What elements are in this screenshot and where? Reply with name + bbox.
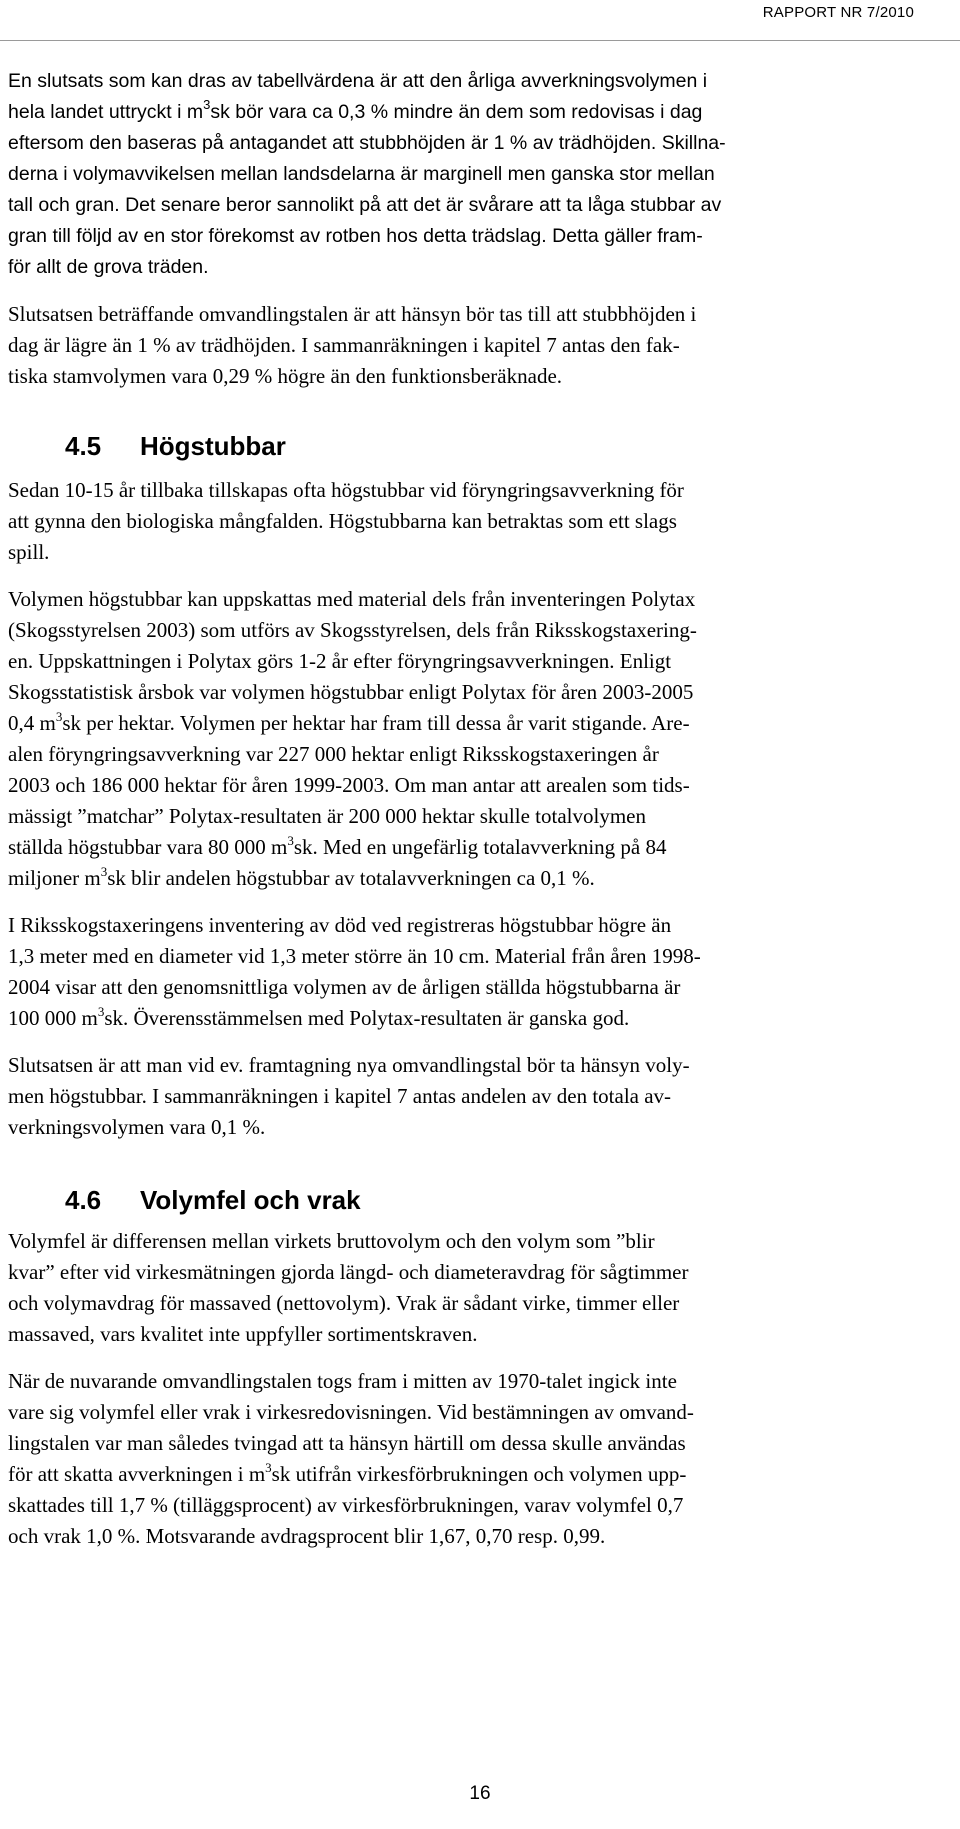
text-segment: 0,4 m (8, 711, 56, 735)
text-line: men högstubbar. I sammanräkningen i kapitel 7 antas andelen av den totala av- (8, 1084, 672, 1108)
section-number: 4.5 (65, 431, 102, 461)
text-segment: sk utifrån virkesförbrukningen och volymen upp- (271, 1462, 687, 1486)
text-line: spill. (8, 540, 50, 564)
text-line: När de nuvarande omvandlingstalen togs fram i mitten av 1970-talet ingick inte (8, 1369, 677, 1393)
section-number: 4.6 (65, 1185, 102, 1215)
text-segment: sk bör vara ca 0,3 % mindre än dem som redovisas i dag (210, 101, 703, 123)
text-line: En slutsats som kan dras av tabellvärdena är att den årliga avverkningsvolymen i (8, 70, 708, 92)
text-line: 2004 visar att den genomsnittliga volymen av de årligen ställda högstubbarna är (8, 975, 681, 999)
section-title: Volymfel och vrak (140, 1185, 361, 1215)
text-line: (Skogsstyrelsen 2003) som utförs av Skogsstyrelsen, dels från Riksskogstaxering- (8, 618, 697, 642)
text-line (8, 708, 943, 739)
superscript: 3 (203, 97, 211, 112)
text-line: att gynna den biologiska mångfalden. Högstubbarna kan betraktas som ett slags (8, 509, 677, 533)
superscript: 3 (287, 833, 294, 848)
superscript: 3 (55, 709, 63, 724)
paragraph-volymfel-history (8, 1366, 943, 1552)
text-line: mässigt ”matchar” Polytax-resultaten är 200 000 hektar skulle totalvolymen (8, 804, 646, 828)
paragraph-hogstubbar-volym (8, 584, 943, 894)
page-number: 16 (469, 1783, 491, 1804)
text-line (8, 97, 943, 128)
text-segment: 100 000 m (8, 1006, 98, 1030)
text-line: Volymen högstubbar kan uppskattas med material dels från inventeringen Polytax (8, 587, 696, 611)
paragraph-volymfel-definition (8, 1226, 943, 1350)
header-rule (0, 40, 960, 41)
text-line: och vrak 1,0 %. Motsvarande avdragsprocent blir 1,67, 0,70 resp. 0,99. (8, 1524, 606, 1548)
text-line (8, 863, 943, 894)
text-line: 2003 och 186 000 hektar för åren 1999-2003. Om man antar att arealen som tids- (8, 773, 690, 797)
text-line: 1,3 meter med en diameter vid 1,3 meter större än 10 cm. Material från åren 1998- (8, 944, 701, 968)
paragraph-hogstubbar-intro (8, 475, 943, 568)
text-line: kvar” efter vid virkesmätningen gjorda längd- och diameteravdrag för sågtimmer (8, 1260, 689, 1284)
text-line: gran till följd av en stor förekomst av rotben hos detta trädslag. Detta gäller fram- (8, 225, 703, 247)
text-line: Volymfel är differensen mellan virkets bruttovolym och den volym som ”blir (8, 1229, 655, 1253)
text-line: Skogsstatistisk årsbok var volymen högstubbar enligt Polytax för åren 2003-2005 (8, 680, 694, 704)
text-segment: sk. Överensstämmelsen med Polytax-resultaten är ganska god. (104, 1006, 630, 1030)
text-line: skattades till 1,7 % (tilläggsprocent) av virkesförbrukningen, varav volymfel 0,7 (8, 1493, 684, 1517)
text-segment: miljoner m (8, 866, 101, 890)
text-line: för allt de grova träden. (8, 256, 209, 278)
text-line: alen föryngringsavverkning var 227 000 hektar enligt Riksskogstaxeringen år (8, 742, 659, 766)
text-segment: sk blir andelen högstubbar av totalavverkningen ca 0,1 %. (107, 866, 595, 890)
text-line (8, 1459, 943, 1490)
text-line: derna i volymavvikelsen mellan landsdelarna är marginell men ganska stor mellan (8, 163, 715, 185)
paragraph-hogstubbar-conclusion (8, 1050, 943, 1143)
superscript: 3 (97, 1004, 105, 1019)
text-line: verkningsvolymen vara 0,1 %. (8, 1115, 266, 1139)
text-line (8, 832, 943, 863)
text-line: eftersom den baseras på antagandet att stubbhöjden är 1 % av trädhöjden. Skillna- (8, 132, 726, 154)
text-segment: hela landet uttryckt i m (8, 101, 204, 123)
superscript: 3 (265, 1460, 272, 1475)
paragraph-omvandlingstal-conclusion (8, 299, 943, 392)
text-line: lingstalen var man således tvingad att ta hänsyn härtill om dessa skulle användas (8, 1431, 686, 1455)
paragraph-stubbhojd-conclusion (8, 66, 943, 283)
document-body (8, 66, 943, 1552)
text-segment: sk. Med en ungefärlig totalavverkning på 84 (293, 835, 667, 859)
report-label: RAPPORT NR 7/2010 (762, 4, 914, 21)
text-line: I Riksskogstaxeringens inventering av död ved registreras högstubbar högre än (8, 913, 672, 937)
text-line: Slutsatsen beträffande omvandlingstalen är att hänsyn bör tas till att stubbhöjden i (8, 302, 697, 326)
text-line: tall och gran. Det senare beror sannolikt på att det är svårare att ta låga stubbar av (8, 194, 722, 216)
text-segment: för att skatta avverkningen i m (8, 1462, 266, 1486)
text-line: tiska stamvolymen vara 0,29 % högre än den funktionsberäknade. (8, 364, 563, 388)
section-heading-4-5 (8, 429, 943, 463)
text-line: Slutsatsen är att man vid ev. framtagning nya omvandlingstal bör ta hänsyn voly- (8, 1053, 690, 1077)
text-segment: ställda högstubbar vara 80 000 m (8, 835, 288, 859)
section-heading-4-6 (8, 1183, 943, 1217)
text-segment: sk per hektar. Volymen per hektar har fram till dessa år varit stigande. Are- (62, 711, 690, 735)
text-line: Sedan 10-15 år tillbaka tillskapas ofta högstubbar vid föryngringsavverkning för (8, 478, 684, 502)
text-line: vare sig volymfel eller vrak i virkesredovisningen. Vid bestämningen av omvand- (8, 1400, 694, 1424)
text-line: massaved, vars kvalitet inte uppfyller sortimentskraven. (8, 1322, 478, 1346)
superscript: 3 (100, 864, 108, 879)
section-title: Högstubbar (140, 431, 286, 461)
paragraph-riksskogstaxering (8, 910, 943, 1034)
text-line (8, 1003, 943, 1034)
text-line: en. Uppskattningen i Polytax görs 1-2 år efter föryngringsavverkningen. Enligt (8, 649, 672, 673)
text-line: och volymavdrag för massaved (nettovolym). Vrak är sådant virke, timmer eller (8, 1291, 680, 1315)
text-line: dag är lägre än 1 % av trädhöjden. I sammanräkningen i kapitel 7 antas den fak- (8, 333, 680, 357)
